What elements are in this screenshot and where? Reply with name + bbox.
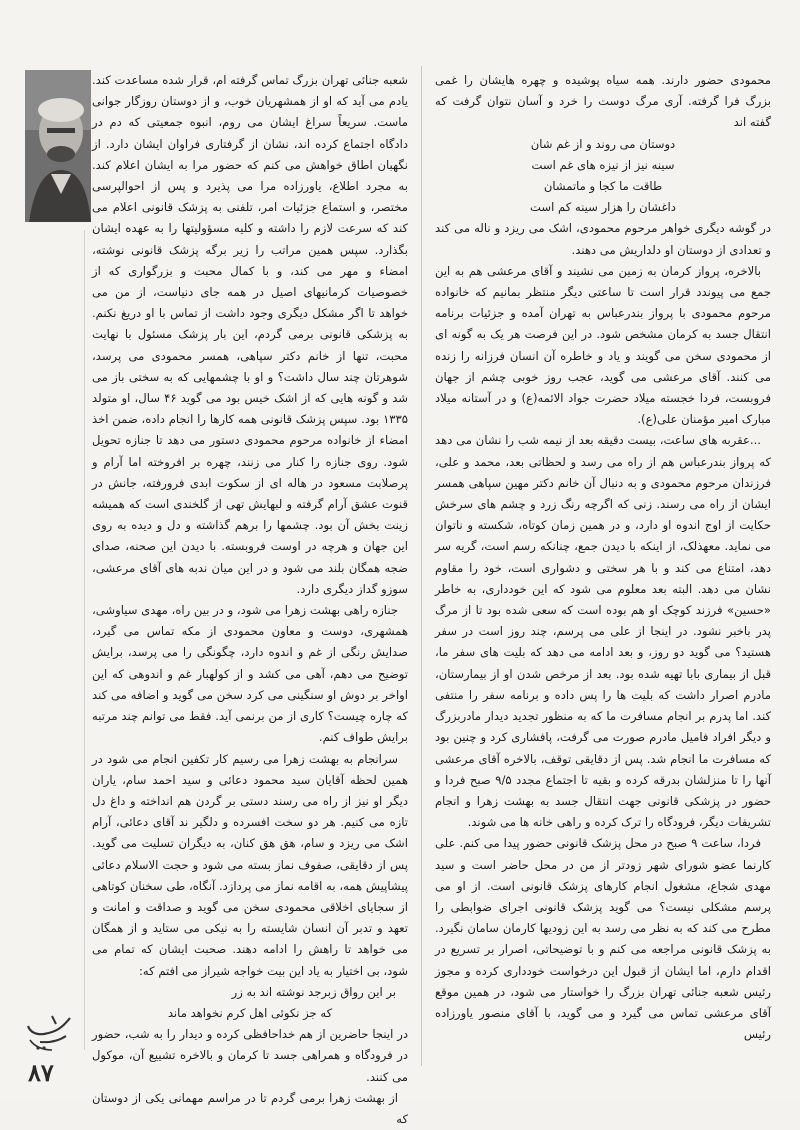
portrait-image — [25, 70, 91, 222]
margin-rule — [84, 230, 85, 1050]
paragraph: بالاخره، پرواز کرمان به زمین می نشیند و آقای مرعشی هم به این جمع می پیوندد قرار است تا ساعتی دیگر منتظر بمانیم که خانواده مرحوم محمودی با پرواز بندرعباس به تهران آمده و جزئیات برنامه انتقال جسد به کرمان مشخص شود. در این فرصت هر یک به گونه ای از محمودی سخن می گویند و یاد و خاطره آن انسان فرزانه را زنده می کنند. آقای مرعشی می گوید، عجب روز خوبی چشم از جهان فروبست، فردا خجسته میلاد حضرت جواد الائمه(ع) و در آستانه میلاد مبارک امیر مؤمنان علی(ع). — [435, 263, 771, 427]
poem-line: دوستان می روند و از غم شان — [530, 136, 676, 151]
paragraph: سرانجام به بهشت زهرا می رسیم کار تکفین انجام می شود در همین لحظه آقایان سید محمود دعائی و سید احمد سام، یاران دیگر او نیز از راه می رسند دستی بر گردن هم انداخته و داغ دل تازه می کنیم. هر دو سخت افسرده و دلگیر ند آقای دعائی، آرام اشک می ریزد و سام، هق هق کنان، به دیگران تسلیت می گوید. پس از دقایقی، صفوف نماز بسته می شود و حجت الاسلام دعائی پیشاپیش همه، به اقامه نماز می پردازد. آنگاه، طی سخنان کوتاهی از سجایای اخلاقی محمودی سخن می گوید و صداقت و امانت و تعهد و تدبر آن انسان شایسته را به نیکی می ستاید و از همگان می خواهد تا راهش را ادامه دهند. صحبت ایشان که تمام می شود، بی اختیار به یاد این بیت خواجه شیراز می افتم که: — [92, 751, 408, 978]
paragraph: در اینجا حاضرین از هم خداحافظی کرده و دیدار را به شب، حضور در فرودگاه و همراهی جسد تا کرمان و بالاخره تشییع آن، موکول می کنند. — [92, 1027, 408, 1084]
left-text-column — [92, 70, 408, 1130]
magazine-logo — [22, 1010, 78, 1054]
poem-line: داغشان را هزار سینه کم است — [530, 200, 676, 215]
poem-line: طاقت ما کجا و ماتمشان — [543, 179, 663, 194]
poem-line: بر این رواق زبرجد نوشته اند به زر — [231, 984, 396, 999]
poem-line: که جز نکوئی اهل کرم نخواهد ماند — [167, 1005, 333, 1020]
poem-line: سینه نیز از نیزه های غم است — [531, 157, 675, 172]
kerman-logo-mark — [22, 1010, 78, 1054]
paragraph: در گوشه دیگری خواهر مرحوم محمودی، اشک می ریزد و ناله می کند و تعدادی از دوستان او دلداریش می دهند. — [435, 221, 771, 257]
right-text-column — [435, 70, 771, 1045]
paragraph: شعبه جنائی تهران بزرگ تماس گرفته ام، قرار شده مساعدت کند. یادم می آید که او از همشهریان خوب، و از دوستان روزگار جوانی ماست. سریعاً سراغ ایشان می روم، انبوه جمعیتی که دم در دادگاه اجتماع کرده اند، نشان از گرفتاری فراوان ایشان دارد. از نگهبان اطاق خواهش می کنم که حضور مرا به ایشان اعلام کند. به مجرد اطلاع، یاورزاده مرا می پذیرد و پس از احوالپرسی مختصر، و استماع جزئیات امر، تلفنی به پزشک قانونی اعلام می کند که سرعت لازم را داشته و کلیه مسؤولیتها را به عهده ایشان بگذارد. سپس همین مراتب را زیر برگه پزشک قانونی نوشته، امضاء و مهر می کند، و با کمال محبت و بزرگواری که از خصوصیات کرمانیهای اصیل در همه جای دنیاست، از من می خواهد تا اگر مشکل دیگری وجود داشت از تماس با او دریغ نکنم. به پزشکی قانونی برمی گردم، این بار پزشک مسئول با نهایت محبت، تنها از خانم دکتر سپاهی، همسر محمودی می پرسد، شوهرتان چند سال داشت؟ و او با چشمهایی که به سختی باز می شد و گونه هایی که از اشک خیس بود می گوید ۴۶ سال، او متولد ۱۳۳۵ بود. سپس پزشک قانونی همه کارها را انجام داده، ضمن اخذ امضاء از خانواده مرحوم محمودی دستور می دهد تا جنازه تحویل شود. روی جنازه را کنار می زنند، چهره بر افروخته اما آرام و پرصلابت مسعود در هاله ای از سکوت ابدی فرورفته، جانش در قنوت عشق آرام گرفته و لبهایش تهی از گلخندی است که همیشه زینت بخش آن بود. چشمها را برهم گذاشته و دل و دیده به روی این جهان و هرچه در اوست فروبسته. با دیدن این صحنه، صدای ضجه همگان بلند می شود و در این میان ندبه های آقای مرعشی، سوزو گداز دیگری دارد. — [92, 73, 409, 596]
page-number: ۸۷ — [28, 1058, 54, 1087]
column-divider — [421, 66, 422, 1066]
paragraph: ...عقربه های ساعت، بیست دقیقه بعد از نیمه شب را نشان می دهد که پرواز بندرعباس هم از راه می رسد و لحظاتی بعد، محمد و علی، فرزندان مرحوم محمودی و به دنبال آن خانم دکتر مهین سپاهی همسر ایشان از راه می رسند. زنی که اگرچه رنگ زرد و چشم های سرخش حکایت از اوج اندوه او دارد، و در همین زمان کوتاه، شکسته و ناتوان می نماید. معهذلک، از اینکه با دیدن جمع، چنانکه رسم است، گریه سر دهد، امتناع می کند و با هر سختی و دشواری است، خود را مقاوم نشان می دهد. البته بعد معلوم می شود که این خودداری، به خاطر «حسین» فرزند کوچک او هم بوده است که سعی شده بود تا از مرگ پدر باخبر نشود. در اینجا از علی می پرسم، چند روز است در سفر هستید؟ می گوید دو روز، و بعد ادامه می دهد که بلیت های سفر ما، قبل از بیماری بابا تهیه شده بود. بعد از مرخص شدن او از بیمارستان، مادرم اصرار داشت که بلیت ها را پس داده و برنامه سفر را منتفی کند. اما پدرم بر انجام مسافرت ما که به منظور تجدید دیدار مادربزرگ و دیگر افراد فامیل مادرم صورت می گرفت، پافشاری کرد و چنین بود که مسافرت ما انجام شد. پس از دقایقی توقف، بالاخره آقای مرعشی آنها را تا منزلشان بدرقه کرده و بقیه تا اجتماع مجدد ۹/۵ صبح فردا و حضور در پزشکی قانونی جهت انتقال جسد به بهشت زهرا و انجام تشریفات دیگر، فرودگاه را ترک کرده و راهی خانه ها می شوند. — [435, 433, 771, 830]
paragraph: فردا، ساعت ۹ صبح در محل پزشک قانونی حضور پیدا می کنم. علی کارنما عضو شورای شهر زودتر از من در محل حاضر است و سید مهدی شجاع، مشغول انجام کارهای پزشک قانونی است. از او می پرسم مشکلی نیست؟ می گوید پزشک قانونی اجرای ضوابطی را مطرح می کند که به نظر می رسد به این زودیها کارمان سامان نگیرد. به پزشک قانونی مراجعه می کنم و با توضیحاتی، اصرار بر تسریع در اقدام دارم، اما ایشان از قبول این درخواست خودداری کرده و مجوز رئیس شعبه جنائی تهران بزرگ را خواستار می شود، در همین موقع آقای مرعشی تماس می گیرد و می گوید، با آقای منصور یاورزاده رئیس — [435, 836, 771, 1042]
paragraph: محمودی حضور دارند. همه سیاه پوشیده و چهره هایشان را غمی بزرگ فرا گرفته. آری مرگ دوست را خرد و آسان نتوان گرفت که گفته اند — [435, 73, 771, 130]
paragraph: جنازه راهی بهشت زهرا می شود، و در بین راه، مهدی سیاوشی، همشهری، دوست و معاون محمودی از مکه تماس می گیرد، صدایش رنگی از غم و اندوه دارد، چگونگی را می پرسد، برایش توضیح می دهم، آهی می کشد و از کولهبار غم و اندوهی که این اواخر بر دوش او سنگینی می کرد سخن می گوید و اضافه می کند که چاره چیست؟ کاری از من برنمی آید. فقط می توانم چند مرتبه برایش طواف کنم. — [92, 603, 408, 745]
portrait-photo — [25, 70, 91, 222]
paragraph: از بهشت زهرا برمی گردم تا در مراسم مهمانی یکی از دوستان که — [92, 1090, 408, 1126]
